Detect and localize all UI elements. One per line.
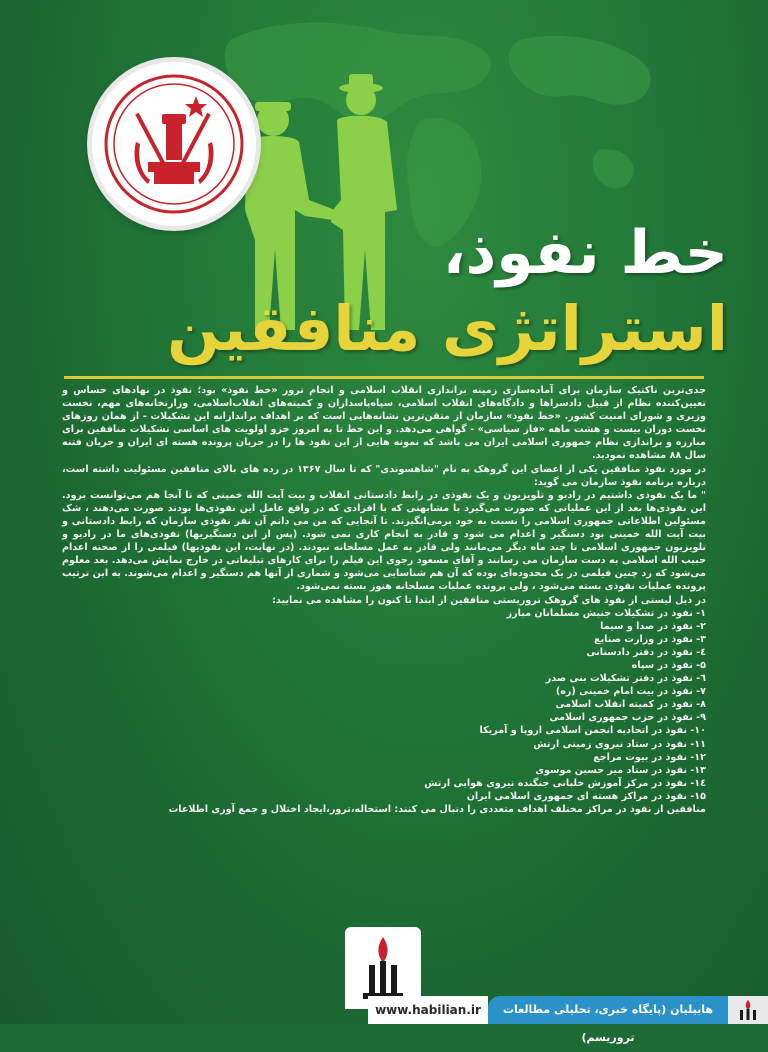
- infiltration-list: [62, 607, 706, 803]
- list-item: ۸- نفوذ در کمیته انقلاب اسلامی: [555, 699, 706, 711]
- list-item: ۱۳- نفوذ در ستاد میر حسین موسوی: [535, 764, 706, 776]
- list-item: ۳- نفوذ در وزارت صنایع: [594, 633, 706, 645]
- list-item: ٤- نفوذ در دفتر دادستانی: [586, 646, 706, 658]
- list-item: ۹- نفوذ در حزب جمهوری اسلامی: [549, 712, 706, 724]
- title-line-1: خط نفوذ،: [442, 218, 728, 288]
- intro-paragraph: جدی‌ترین تاکتیک سازمان برای آماده‌سازی زمینه براندازی انقلاب اسلامی و انجام ترور «خط نفوذ» بود؛ نفوذ در نهادهای حساس و تعیین‌کننده نظام از قبیل دادسراها و دادگاه‌های انقلاب اسلامی، سپاه‌پاسداران و کمیته‌های انقلاب‌اسلامی، وزارتخانه‌های مهم، نخست وزیری و شورای امنیت کشور. «خط نفوذ» سازمان از متقن‌ترین نشانه‌هایی است که بر اهداف براندازانه این تشکیلات - از همان روزهای نخست دوران بیست و هشت ماهه «فاز سیاسی» - گواهی می‌دهد. و این خط تا به امروز جزو اولویت های اساسی تشکیلات منافقین برای مبارزه و براندازی نظام جمهوری اسلامی ایران می باشد که نمونه هایی از این نفوذ ها را در جریان پرونده هسته ای ایران و جریان فتنه سال ۸۸ مشاهده نمودید.: [62, 385, 706, 462]
- title-line-2: استراتژی منافقین: [167, 292, 728, 365]
- conclusion-paragraph: منافقین از نفوذ در مراکز مختلف اهداف متعددی را دنبال می کنند: استحاله،ترور،ایجاد اختلال و جمع آوری اطلاعات: [168, 804, 706, 815]
- list-item: ۵- نفوذ در سپاه: [631, 659, 706, 671]
- list-item: ۷- نفوذ در بیت امام خمینی (ره): [555, 686, 706, 698]
- list-item: ۱۰- نفوذ در اتحادیه انجمن اسلامی اروپا و آمریکا: [479, 725, 706, 737]
- list-item: ۲- نفوذ در صدا و سیما: [600, 620, 706, 632]
- list-intro: در ذیل لیستی از نفوذ های گروهک تروریستی منافقین از ابتدا تا کنون را مشاهده می نمایید:: [272, 594, 706, 606]
- list-item: ۱۵- نفوذ در مراکز هسته ای جمهوری اسلامی ایران: [466, 790, 706, 802]
- footer-site-label: هابیلیان (پایگاه خبری، تحلیلی مطالعات تروریسم): [488, 996, 728, 1024]
- list-item: ۱٤- نفوذ در مرکز آموزش خلبانی جنگنده نیروی هوایی ارتش: [424, 777, 706, 789]
- quote-paragraph: " ما یک نفوذی داشتیم در رادیو و تلویزیون و یک نفوذی در رابط دادستانی انقلاب و بیت آیت الله خمینی که تا آنجا هم می‌توانست برود. این نفوذی‌ها بعد از این عملیاتی که صورت می‌گیرد با مشابهتی که با افرادی که در واقع عامل این نفوذی‌ها بودند صورت می‌دهند ، شک مسئولین اطلاعاتی جمهوری اسلامی را نسبت به خود برمی‌انگیزند. تا آنجایی که من می دانم آن نفر نفوذی سازمان که رابط دادستانی و بیت آیت الله خمینی بود دستگیر و اعدام می شود و قادر به انجام کاری نمی شود. (پس از این دستگیریها) نفوذی‌های ما در رادیو و تلویزیون جمهوری اسلامی تا چند ماه دیگر می‌مانند ولی قادر به عمل مسلحانه نبودند. (در نهایت، این نفوذیها) فیلمی را از صحنه اعدام حبیب الله اسلامی به دست سازمان می رسانند و آقای مسعود رجوی این فیلم را برای کارهای تبلیغاتی در خارج نمایش می‌دهد. بعد معلوم می‌شود که رد چنین فیلمی در یک محدوده‌ای بوده که آن هم شناسایی می‌شود و شماری از آنها هم دستگیر و اعدام می‌شوند. به این ترتیب پرونده عملیات نفوذی بسته می‌شود ، ولی پرونده عملیات مسلحانه هنوز بسته نمی‌شود.: [62, 489, 706, 593]
- article-body: [62, 384, 706, 816]
- list-item: ۱۲- نفوذ در بیوت مراجع: [593, 751, 706, 763]
- footer-url-link[interactable]: www.habilian.ir: [368, 996, 488, 1024]
- list-item: ٦- نفوذ در دفتر تشکیلات بنی صدر: [545, 673, 706, 685]
- title-divider: [64, 376, 704, 379]
- habilian-mini-logo-icon: [728, 996, 768, 1024]
- list-item: ۱۱- نفوذ در ستاد نیروی زمینی ارتش: [533, 738, 706, 750]
- mko-emblem-icon: [92, 62, 256, 226]
- list-item: ۱- نفوذ در تشکیلات جنبش مسلمانان مبارز: [506, 607, 706, 619]
- member-paragraph: در مورد نفوذ منافقین یکی از اعضای این گروهک به نام "شاهسوندی" که تا سال ۱۳۶۷ در رده های بالای منافقین مسئولیت داشته است، درباره برنامه نفوذ سازمان می گوید:: [62, 463, 706, 488]
